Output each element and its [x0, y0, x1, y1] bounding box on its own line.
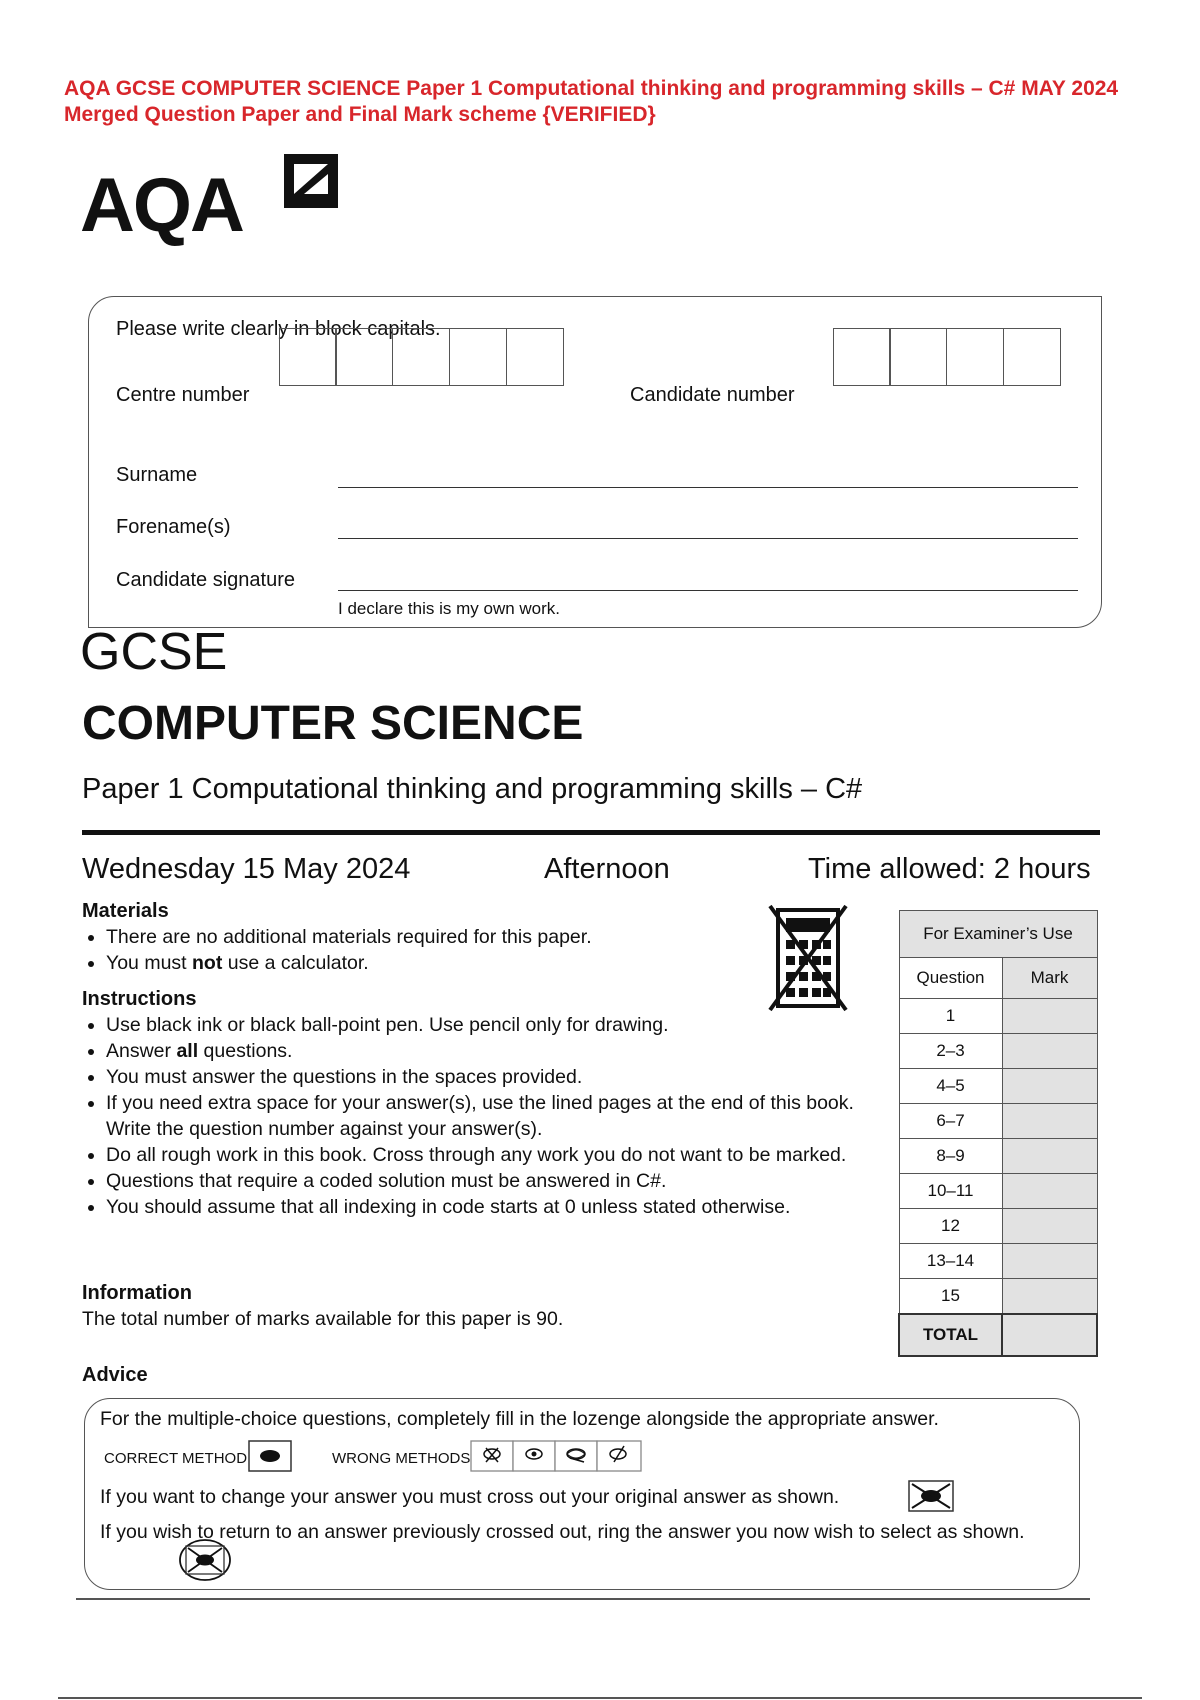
- information-text: The total number of marks available for this paper is 90.: [82, 1308, 564, 1330]
- surname-field[interactable]: [338, 487, 1078, 488]
- page-edge-rule: [58, 1697, 1142, 1699]
- materials-item: • There are no additional materials required for this paper.: [106, 924, 806, 950]
- instruction-text: questions.: [198, 1040, 293, 1062]
- examiner-use-table: [898, 910, 1098, 1357]
- question-cell: 8–9: [899, 1139, 1002, 1174]
- instructions-heading: Instructions: [82, 988, 197, 1010]
- correct-lozenge-icon: [248, 1440, 292, 1472]
- question-cell: 2–3: [899, 1034, 1002, 1069]
- candidate-number-boxes[interactable]: [834, 328, 1061, 386]
- materials-emphasis: not: [192, 952, 223, 974]
- forenames-field[interactable]: [338, 538, 1078, 539]
- centre-number-boxes[interactable]: [280, 328, 564, 386]
- forenames-label: Forename(s): [116, 516, 231, 538]
- no-calculator-icon: [768, 904, 848, 1012]
- materials-list: [82, 924, 806, 976]
- mark-cell: [1002, 1174, 1097, 1209]
- surname-label: Surname: [116, 464, 198, 486]
- mark-cell: [1002, 1139, 1097, 1174]
- advice-heading: Advice: [82, 1364, 148, 1386]
- signature-label: Candidate signature: [116, 569, 296, 591]
- paper-title: Paper 1 Computational thinking and programming skills – C#: [82, 773, 863, 805]
- total-mark-cell: [1002, 1314, 1097, 1356]
- advice-line-1: For the multiple-choice questions, completely fill in the lozenge alongside the appropriate answer.: [100, 1408, 939, 1430]
- header-line-1: AQA GCSE COMPUTER SCIENCE Paper 1 Computational thinking and programming skills – C# MAY 2024: [64, 77, 1119, 100]
- wrong-methods-icons: [470, 1440, 644, 1472]
- materials-text: You must: [106, 952, 192, 974]
- subject-title: COMPUTER SCIENCE: [82, 697, 584, 750]
- correct-method-label: CORRECT METHOD: [104, 1450, 248, 1467]
- crossed-lozenge-icon: [908, 1480, 954, 1512]
- candidate-number-label: Candidate number: [630, 384, 795, 406]
- candidate-digit-box[interactable]: [833, 328, 891, 386]
- centre-digit-box[interactable]: [506, 328, 564, 386]
- time-allowed: Time allowed: 2 hours: [808, 853, 1091, 885]
- aqa-logo-mark-icon: [282, 152, 340, 210]
- header-line-2: Merged Question Paper and Final Mark scheme {VERIFIED}: [64, 103, 656, 126]
- instruction-text: Answer: [106, 1040, 177, 1062]
- candidate-digit-box[interactable]: [1003, 328, 1061, 386]
- mark-cell: [1002, 1034, 1097, 1069]
- wrong-methods-label: WRONG METHODS: [332, 1450, 471, 1467]
- total-label: TOTAL: [899, 1314, 1002, 1356]
- mark-cell: [1002, 1069, 1097, 1104]
- advice-line-3: If you wish to return to an answer previously crossed out, ring the answer you now wish to select as shown.: [100, 1521, 1025, 1543]
- exam-date: Wednesday 15 May 2024: [82, 853, 411, 885]
- instructions-list: [82, 1012, 876, 1220]
- block-capitals-instruction: Please write clearly in block capitals.: [116, 318, 441, 340]
- question-cell: 6–7: [899, 1104, 1002, 1139]
- mark-cell: [1002, 1209, 1097, 1244]
- mark-cell: [1002, 1244, 1097, 1279]
- centre-digit-box[interactable]: [449, 328, 507, 386]
- instruction-item: • If you need extra space for your answer(s), use the lined pages at the end of this book. Write the question number against your answer(s).: [106, 1090, 876, 1142]
- exam-session: Afternoon: [544, 853, 670, 885]
- ringed-lozenge-icon: [178, 1538, 232, 1582]
- materials-item: [106, 950, 806, 976]
- materials-text: use a calculator.: [222, 952, 369, 974]
- mark-cell: [1002, 999, 1097, 1034]
- question-cell: 15: [899, 1279, 1002, 1315]
- centre-digit-box[interactable]: [335, 328, 393, 386]
- qualification-title: GCSE: [80, 623, 228, 681]
- instruction-item: • Questions that require a coded solution must be answered in C#.: [106, 1168, 876, 1194]
- signature-field[interactable]: [338, 590, 1078, 591]
- examiner-table-title: For Examiner’s Use: [899, 911, 1097, 958]
- question-cell: 10–11: [899, 1174, 1002, 1209]
- question-cell: 12: [899, 1209, 1002, 1244]
- centre-digit-box[interactable]: [279, 328, 337, 386]
- candidate-digit-box[interactable]: [946, 328, 1004, 386]
- mark-cell: [1002, 1104, 1097, 1139]
- centre-number-label: Centre number: [116, 384, 250, 406]
- instruction-emphasis: all: [176, 1040, 199, 1062]
- mark-column-header: Mark: [1002, 958, 1097, 999]
- question-cell: 1: [899, 999, 1002, 1034]
- instruction-item: • Use black ink or black ball-point pen. Use pencil only for drawing.: [106, 1012, 876, 1038]
- document-header: [64, 76, 1184, 128]
- instruction-item: • Do all rough work in this book. Cross through any work you do not want to be marked.: [106, 1142, 876, 1168]
- title-divider: [82, 830, 1100, 835]
- instruction-item: • You must answer the questions in the spaces provided.: [106, 1064, 876, 1090]
- question-cell: 4–5: [899, 1069, 1002, 1104]
- advice-line-2: If you want to change your answer you must cross out your original answer as shown.: [100, 1486, 840, 1508]
- candidate-digit-box[interactable]: [889, 328, 947, 386]
- centre-digit-box[interactable]: [392, 328, 450, 386]
- materials-heading: Materials: [82, 900, 169, 922]
- question-column-header: Question: [899, 958, 1002, 999]
- declaration-text: I declare this is my own work.: [338, 599, 561, 618]
- question-cell: 13–14: [899, 1244, 1002, 1279]
- aqa-logo: AQA: [80, 163, 243, 248]
- information-heading: Information: [82, 1282, 192, 1304]
- instruction-item: • You should assume that all indexing in code starts at 0 unless stated otherwise.: [106, 1194, 876, 1220]
- bottom-rule: [76, 1598, 1090, 1600]
- instruction-item: [106, 1038, 876, 1064]
- mark-cell: [1002, 1279, 1097, 1315]
